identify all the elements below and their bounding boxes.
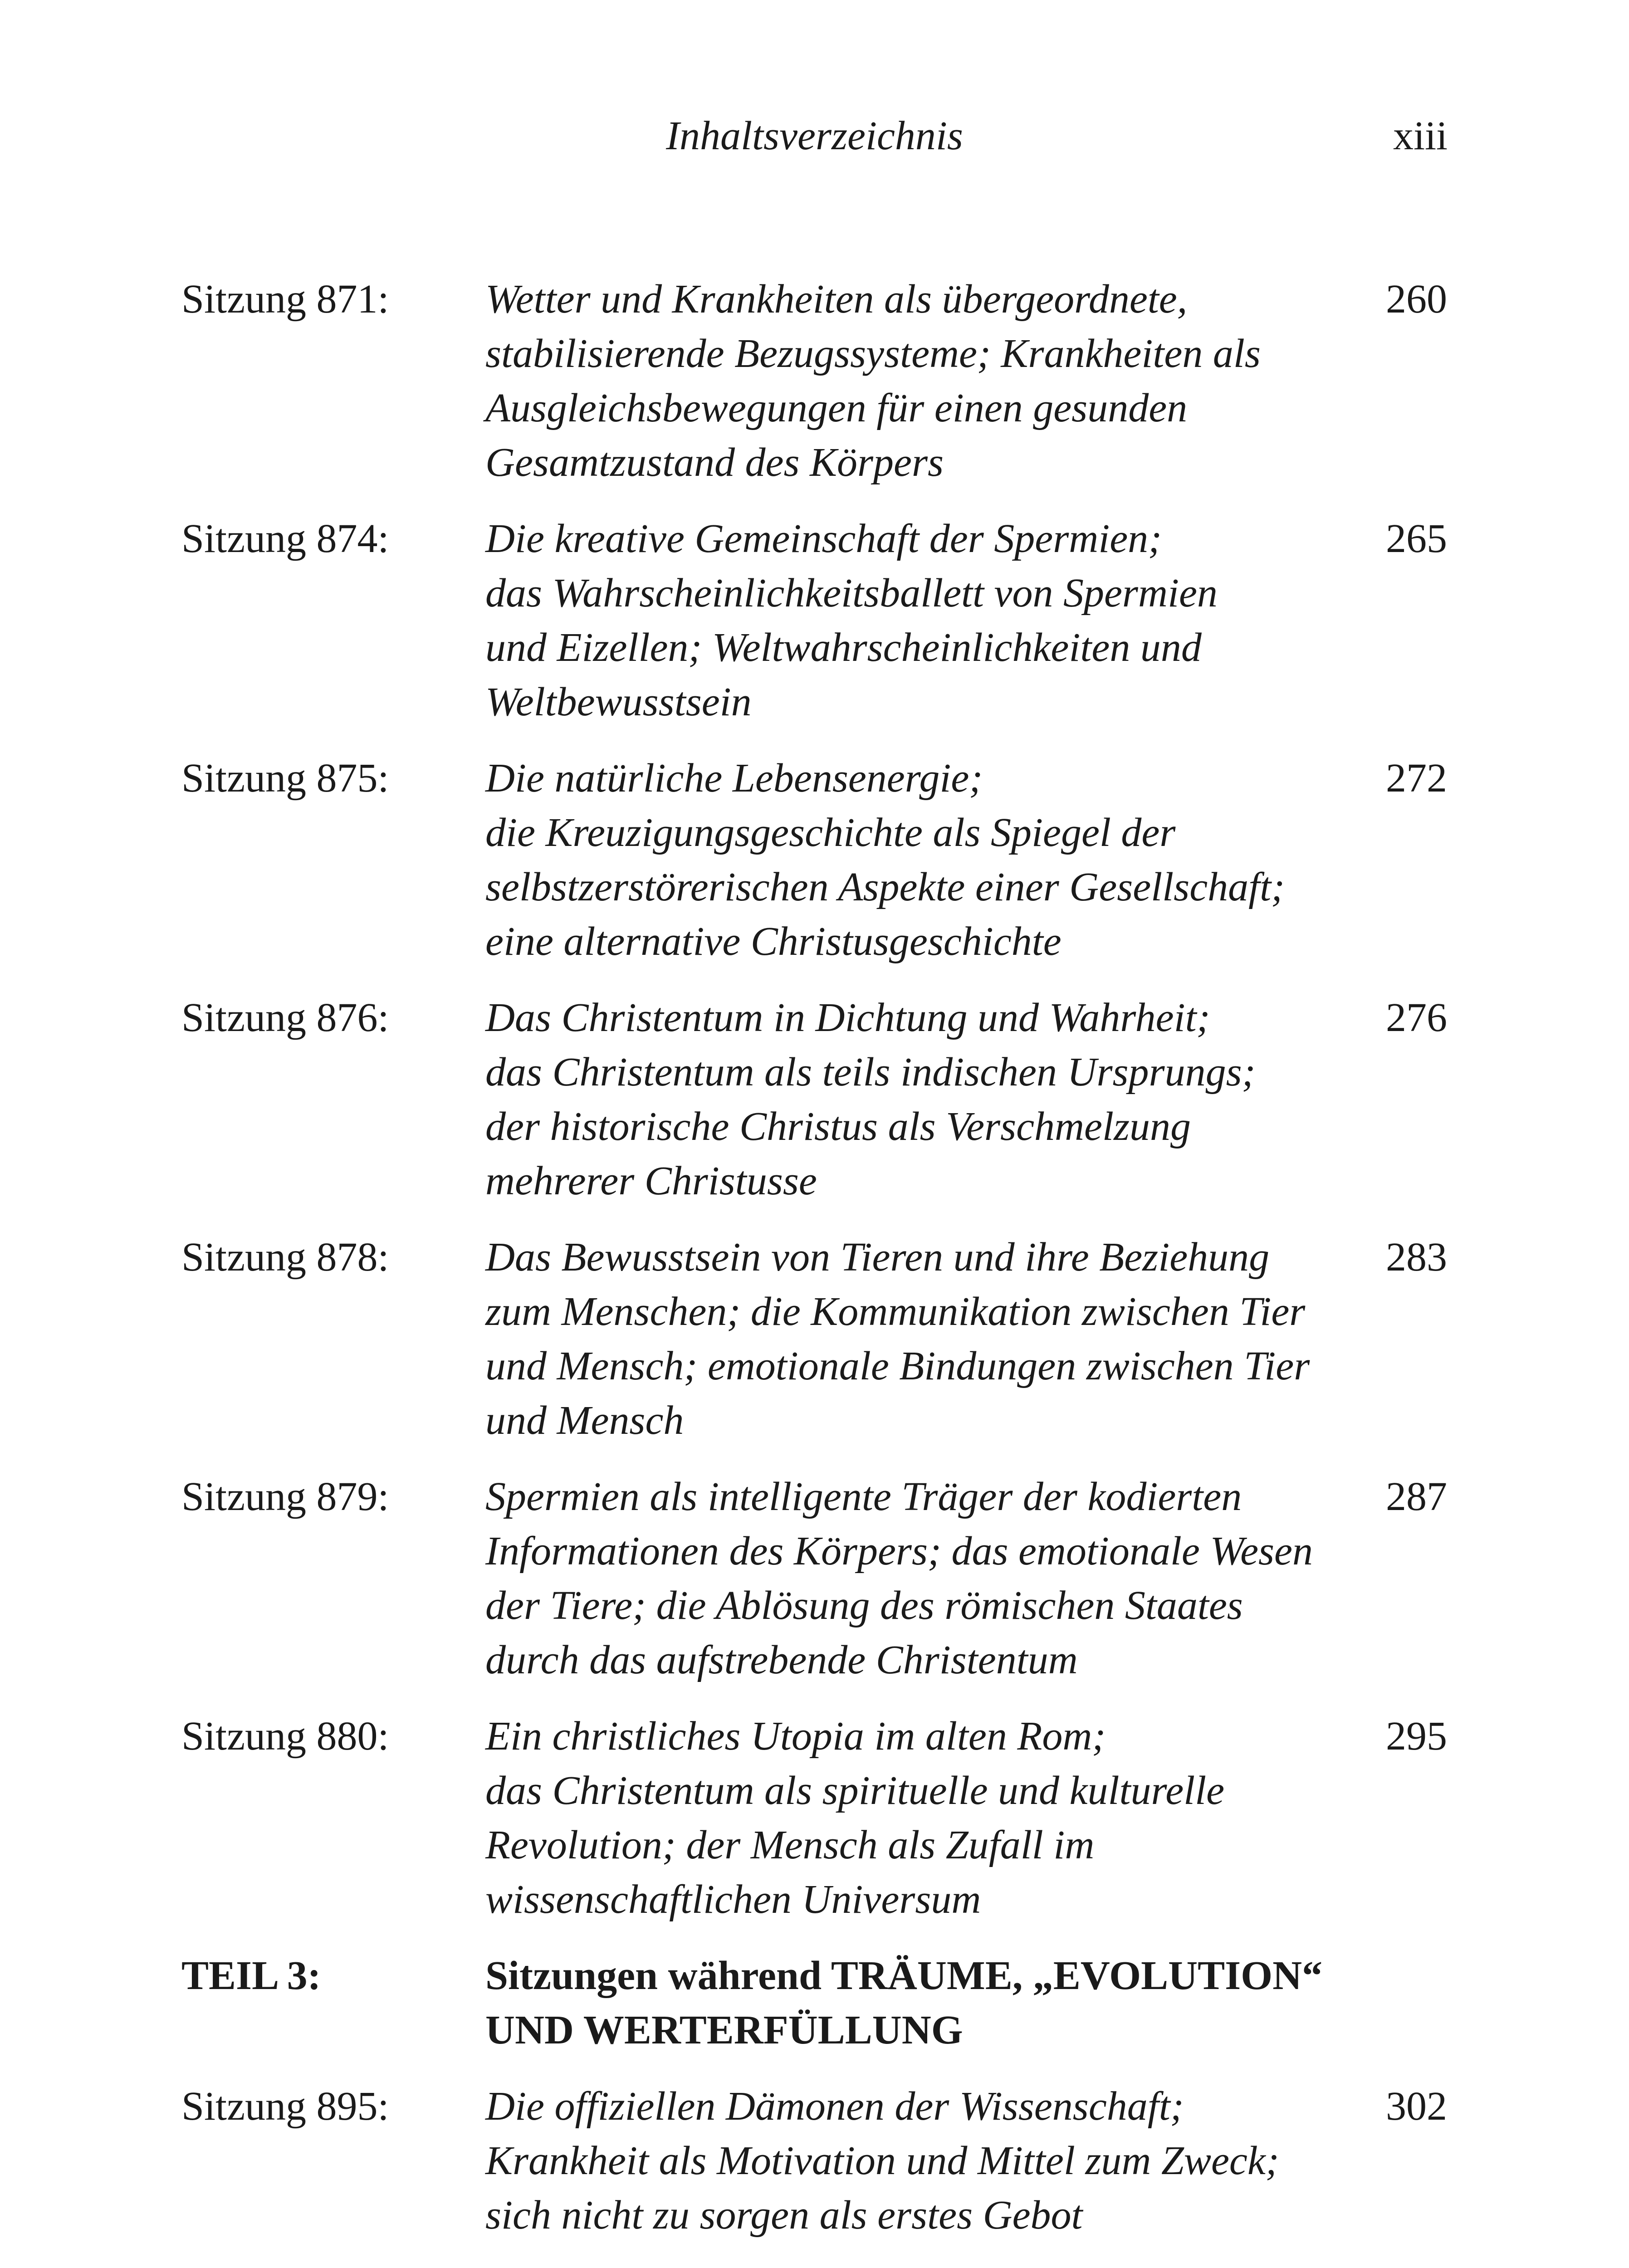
toc-entry [181, 991, 1447, 1208]
description-line: und Eizellen; Weltwahrscheinlichkeiten und [485, 625, 1202, 670]
description-line: selbstzerstörerischen Aspekte einer Gesellschaft; [485, 865, 1285, 909]
header-page-number: xiii [1393, 113, 1448, 158]
session-description [485, 2079, 1397, 2243]
description-line: mehrerer Christusse [485, 1158, 817, 1203]
session-label: Sitzung 880: [181, 1714, 389, 1759]
description-line: der historische Christus als Verschmelzung [485, 1104, 1191, 1149]
session-label: Sitzung 876: [181, 995, 389, 1040]
description-line: Ein christliches Utopia im alten Rom; [485, 1714, 1106, 1759]
page-number: 272 [1386, 756, 1447, 801]
description-line: Die offiziellen Dämonen der Wissenschaft; [485, 2084, 1184, 2129]
description-line: Gesamtzustand des Körpers [485, 440, 944, 485]
description-line: die Kreuzigungsgeschichte als Spiegel der [485, 810, 1176, 855]
session-description [485, 272, 1397, 490]
session-label: Sitzung 895: [181, 2084, 389, 2129]
description-line: Das Bewusstsein von Tieren und ihre Beziehung [485, 1235, 1270, 1280]
description-line: Weltbewusstsein [485, 679, 752, 724]
part-label: TEIL 3: [181, 1953, 321, 1998]
description-line: zum Menschen; die Kommunikation zwischen Tier [485, 1289, 1306, 1334]
description-line: das Christentum als teils indischen Ursprungs; [485, 1050, 1256, 1095]
description-line: Krankheit als Motivation und Mittel zum Zweck; [485, 2138, 1279, 2183]
header-title: Inhaltsverzeichnis [666, 113, 963, 158]
running-header [0, 107, 1629, 166]
part-title [485, 1949, 1397, 2058]
page-number: 295 [1386, 1714, 1447, 1759]
toc-entry [181, 272, 1447, 490]
description-line: stabilisierende Bezugssysteme; Krankheiten als [485, 331, 1261, 376]
session-description [485, 991, 1397, 1208]
session-description [485, 512, 1397, 729]
page-number: 260 [1386, 277, 1447, 322]
table-of-contents [181, 272, 1447, 2243]
toc-entry [181, 1709, 1447, 1927]
toc-part-heading [181, 1949, 1447, 2058]
toc-entry [181, 512, 1447, 729]
session-label: Sitzung 879: [181, 1474, 389, 1519]
description-line: Informationen des Körpers; das emotionale Wesen [485, 1529, 1313, 1574]
description-line: und Mensch; emotionale Bindungen zwischen Tier [485, 1344, 1310, 1388]
description-line: und Mensch [485, 1398, 684, 1443]
description-line: Die natürliche Lebensenergie; [485, 756, 983, 801]
session-label: Sitzung 871: [181, 277, 389, 322]
description-line: der Tiere; die Ablösung des römischen Staates [485, 1583, 1243, 1628]
toc-entry [181, 1470, 1447, 1687]
page-number: 276 [1386, 995, 1447, 1040]
toc-entry [181, 751, 1447, 969]
toc-entry [181, 2079, 1447, 2243]
page-number: 283 [1386, 1235, 1447, 1280]
page-number: 265 [1386, 516, 1447, 561]
description-line: wissenschaftlichen Universum [485, 1877, 981, 1922]
session-description [485, 751, 1397, 969]
page-number: 287 [1386, 1474, 1447, 1519]
description-line: Die kreative Gemeinschaft der Spermien; [485, 516, 1162, 561]
description-line: Ausgleichsbewegungen für einen gesunden [485, 386, 1188, 430]
session-label: Sitzung 878: [181, 1235, 389, 1280]
session-label: Sitzung 875: [181, 756, 389, 801]
description-line: Sitzungen während TRÄUME, „EVOLUTION“ [485, 1953, 1323, 1998]
description-line: Spermien als intelligente Träger der kodierten [485, 1474, 1242, 1519]
session-description [485, 1709, 1397, 1927]
session-description [485, 1470, 1397, 1687]
toc-entry [181, 1230, 1447, 1448]
description-line: eine alternative Christusgeschichte [485, 919, 1062, 964]
description-line: Das Christentum in Dichtung und Wahrheit; [485, 995, 1210, 1040]
description-line: das Wahrscheinlichkeitsballett von Spermien [485, 571, 1218, 616]
session-description [485, 1230, 1397, 1448]
description-line: Wetter und Krankheiten als übergeordnete, [485, 277, 1188, 322]
description-line: Revolution; der Mensch als Zufall im [485, 1823, 1095, 1867]
page-number: 302 [1386, 2084, 1447, 2129]
description-line: sich nicht zu sorgen als erstes Gebot [485, 2193, 1083, 2238]
description-line: durch das aufstrebende Christentum [485, 1637, 1078, 1682]
session-label: Sitzung 874: [181, 516, 389, 561]
description-line: UND WERTERFÜLLUNG [485, 2008, 963, 2053]
description-line: das Christentum als spirituelle und kulturelle [485, 1768, 1225, 1813]
